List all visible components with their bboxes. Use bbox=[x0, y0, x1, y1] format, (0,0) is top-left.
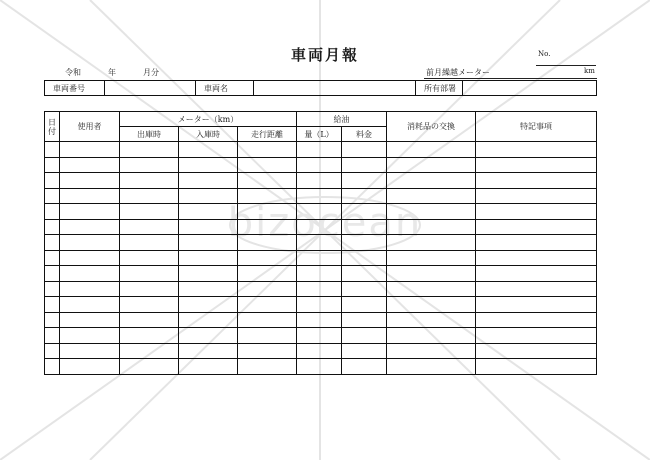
remarks-cell[interactable] bbox=[476, 328, 597, 344]
user-cell[interactable] bbox=[60, 281, 120, 297]
monthly-log-table bbox=[44, 111, 597, 375]
consumables-header: 消耗品の交換 bbox=[387, 112, 476, 142]
table-row bbox=[45, 359, 597, 375]
department-field[interactable] bbox=[463, 81, 597, 96]
user-cell[interactable] bbox=[60, 142, 120, 158]
remarks-header: 特記事項 bbox=[476, 112, 597, 142]
fuel-qty-cell[interactable] bbox=[297, 157, 342, 173]
meter-in-cell[interactable] bbox=[179, 281, 238, 297]
meter-out-cell[interactable] bbox=[120, 266, 179, 282]
previous-meter-label: 前月繰越メーター bbox=[426, 68, 490, 77]
consumables-cell[interactable] bbox=[387, 359, 476, 375]
previous-meter-unit: km bbox=[584, 67, 595, 75]
meter-out-cell[interactable] bbox=[120, 297, 179, 313]
meter-in-cell[interactable] bbox=[179, 204, 238, 220]
era-label: 令和 bbox=[65, 68, 81, 77]
fuel-cost-cell[interactable] bbox=[342, 204, 387, 220]
fuel-qty-cell[interactable] bbox=[297, 250, 342, 266]
day-header-bottom: 付 bbox=[48, 126, 56, 136]
meter-out-cell[interactable] bbox=[120, 359, 179, 375]
fuel-cost-cell[interactable] bbox=[342, 235, 387, 251]
fuel-header: 給油 bbox=[297, 112, 387, 127]
fuel-cost-cell[interactable] bbox=[342, 328, 387, 344]
consumables-cell[interactable] bbox=[387, 188, 476, 204]
table-row bbox=[45, 188, 597, 204]
table-row bbox=[45, 281, 597, 297]
meter-out-cell[interactable] bbox=[120, 142, 179, 158]
distance-cell[interactable] bbox=[238, 281, 297, 297]
remarks-cell[interactable] bbox=[476, 188, 597, 204]
meter-in-cell[interactable] bbox=[179, 219, 238, 235]
distance-header: 走行距離 bbox=[238, 127, 297, 142]
table-row bbox=[45, 328, 597, 344]
day-cell[interactable] bbox=[45, 297, 60, 313]
day-cell[interactable] bbox=[45, 359, 60, 375]
meter-out-cell[interactable] bbox=[120, 312, 179, 328]
day-cell[interactable] bbox=[45, 312, 60, 328]
day-cell[interactable] bbox=[45, 250, 60, 266]
meter-in-cell[interactable] bbox=[179, 250, 238, 266]
meter-in-cell[interactable] bbox=[179, 173, 238, 189]
consumables-cell[interactable] bbox=[387, 157, 476, 173]
fuel-qty-cell[interactable] bbox=[297, 188, 342, 204]
user-cell[interactable] bbox=[60, 343, 120, 359]
remarks-cell[interactable] bbox=[476, 157, 597, 173]
vehicle-name-label: 車両名 bbox=[196, 81, 254, 96]
consumables-cell[interactable] bbox=[387, 204, 476, 220]
consumables-cell[interactable] bbox=[387, 173, 476, 189]
user-header: 使用者 bbox=[60, 112, 120, 142]
remarks-cell[interactable] bbox=[476, 281, 597, 297]
consumables-cell[interactable] bbox=[387, 281, 476, 297]
fuel-cost-cell[interactable] bbox=[342, 188, 387, 204]
day-cell[interactable] bbox=[45, 204, 60, 220]
distance-cell[interactable] bbox=[238, 266, 297, 282]
fuel-cost-cell[interactable] bbox=[342, 359, 387, 375]
remarks-cell[interactable] bbox=[476, 204, 597, 220]
meter-in-cell[interactable] bbox=[179, 142, 238, 158]
distance-cell[interactable] bbox=[238, 328, 297, 344]
fuel-qty-cell[interactable] bbox=[297, 359, 342, 375]
day-cell[interactable] bbox=[45, 219, 60, 235]
day-cell[interactable] bbox=[45, 266, 60, 282]
meter-in-cell[interactable] bbox=[179, 359, 238, 375]
department-label: 所有部署 bbox=[416, 81, 463, 96]
day-cell[interactable] bbox=[45, 188, 60, 204]
remarks-cell[interactable] bbox=[476, 235, 597, 251]
fuel-cost-cell[interactable] bbox=[342, 250, 387, 266]
meter-header: メーター（km） bbox=[120, 112, 297, 127]
remarks-cell[interactable] bbox=[476, 142, 597, 158]
consumables-cell[interactable] bbox=[387, 219, 476, 235]
fuel-cost-cell[interactable] bbox=[342, 281, 387, 297]
fuel-qty-cell[interactable] bbox=[297, 266, 342, 282]
vehicle-name-field[interactable] bbox=[254, 81, 416, 96]
fuel-qty-cell[interactable] bbox=[297, 312, 342, 328]
table-row bbox=[45, 266, 597, 282]
fuel-qty-cell[interactable] bbox=[297, 328, 342, 344]
distance-cell[interactable] bbox=[238, 312, 297, 328]
user-cell[interactable] bbox=[60, 219, 120, 235]
day-cell[interactable] bbox=[45, 173, 60, 189]
consumables-cell[interactable] bbox=[387, 343, 476, 359]
day-cell[interactable] bbox=[45, 281, 60, 297]
distance-cell[interactable] bbox=[238, 142, 297, 158]
meter-in-cell[interactable] bbox=[179, 266, 238, 282]
meter-in-header: 入庫時 bbox=[179, 127, 238, 142]
consumables-cell[interactable] bbox=[387, 250, 476, 266]
meter-out-cell[interactable] bbox=[120, 328, 179, 344]
meter-in-cell[interactable] bbox=[179, 188, 238, 204]
table-row bbox=[45, 235, 597, 251]
day-header bbox=[45, 112, 60, 142]
distance-cell[interactable] bbox=[238, 204, 297, 220]
consumables-cell[interactable] bbox=[387, 328, 476, 344]
meter-in-cell[interactable] bbox=[179, 157, 238, 173]
consumables-cell[interactable] bbox=[387, 312, 476, 328]
consumables-cell[interactable] bbox=[387, 235, 476, 251]
user-cell[interactable] bbox=[60, 312, 120, 328]
remarks-cell[interactable] bbox=[476, 219, 597, 235]
watermark-text: bizocean bbox=[227, 200, 423, 246]
meter-out-cell[interactable] bbox=[120, 188, 179, 204]
table-row bbox=[45, 204, 597, 220]
user-cell[interactable] bbox=[60, 359, 120, 375]
day-cell[interactable] bbox=[45, 328, 60, 344]
meter-out-cell[interactable] bbox=[120, 250, 179, 266]
meter-out-cell[interactable] bbox=[120, 235, 179, 251]
meter-in-cell[interactable] bbox=[179, 235, 238, 251]
distance-cell[interactable] bbox=[238, 188, 297, 204]
fuel-cost-cell[interactable] bbox=[342, 142, 387, 158]
vehicle-info-table bbox=[44, 80, 597, 96]
user-cell[interactable] bbox=[60, 157, 120, 173]
year-label: 年 bbox=[108, 68, 116, 77]
fuel-cost-cell[interactable] bbox=[342, 219, 387, 235]
meter-out-cell[interactable] bbox=[120, 157, 179, 173]
vehicle-number-field[interactable] bbox=[105, 81, 196, 96]
user-cell[interactable] bbox=[60, 250, 120, 266]
distance-cell[interactable] bbox=[238, 157, 297, 173]
user-cell[interactable] bbox=[60, 235, 120, 251]
consumables-cell[interactable] bbox=[387, 266, 476, 282]
fuel-qty-cell[interactable] bbox=[297, 204, 342, 220]
remarks-cell[interactable] bbox=[476, 250, 597, 266]
table-row bbox=[45, 157, 597, 173]
remarks-cell[interactable] bbox=[476, 312, 597, 328]
meter-out-cell[interactable] bbox=[120, 219, 179, 235]
user-cell[interactable] bbox=[60, 188, 120, 204]
vehicle-number-label: 車両番号 bbox=[45, 81, 105, 96]
number-field-line bbox=[536, 65, 596, 66]
distance-cell[interactable] bbox=[238, 219, 297, 235]
day-cell[interactable] bbox=[45, 142, 60, 158]
remarks-cell[interactable] bbox=[476, 266, 597, 282]
table-row bbox=[45, 343, 597, 359]
meter-out-header: 出庫時 bbox=[120, 127, 179, 142]
meter-out-cell[interactable] bbox=[120, 281, 179, 297]
distance-cell[interactable] bbox=[238, 343, 297, 359]
fuel-cost-cell[interactable] bbox=[342, 297, 387, 313]
table-row bbox=[45, 297, 597, 313]
distance-cell[interactable] bbox=[238, 359, 297, 375]
page-title: 車両月報 bbox=[290, 46, 359, 64]
fuel-cost-cell[interactable] bbox=[342, 312, 387, 328]
fuel-qty-cell[interactable] bbox=[297, 281, 342, 297]
day-cell[interactable] bbox=[45, 235, 60, 251]
day-cell[interactable] bbox=[45, 343, 60, 359]
fuel-qty-cell[interactable] bbox=[297, 219, 342, 235]
meter-in-cell[interactable] bbox=[179, 312, 238, 328]
number-label: No. bbox=[538, 50, 551, 58]
month-label: 月分 bbox=[143, 68, 159, 77]
fuel-cost-cell[interactable] bbox=[342, 157, 387, 173]
fuel-qty-cell[interactable] bbox=[297, 173, 342, 189]
fuel-qty-header: 量（L） bbox=[297, 127, 342, 142]
user-cell[interactable] bbox=[60, 266, 120, 282]
fuel-cost-header: 料金 bbox=[342, 127, 387, 142]
user-cell[interactable] bbox=[60, 173, 120, 189]
meter-out-cell[interactable] bbox=[120, 343, 179, 359]
fuel-cost-cell[interactable] bbox=[342, 343, 387, 359]
user-cell[interactable] bbox=[60, 297, 120, 313]
fuel-qty-cell[interactable] bbox=[297, 343, 342, 359]
remarks-cell[interactable] bbox=[476, 343, 597, 359]
user-cell[interactable] bbox=[60, 204, 120, 220]
day-header-top: 日 bbox=[48, 117, 56, 127]
distance-cell[interactable] bbox=[238, 235, 297, 251]
consumables-cell[interactable] bbox=[387, 297, 476, 313]
table-row bbox=[45, 219, 597, 235]
user-cell[interactable] bbox=[60, 328, 120, 344]
fuel-qty-cell[interactable] bbox=[297, 235, 342, 251]
meter-in-cell[interactable] bbox=[179, 328, 238, 344]
fuel-cost-cell[interactable] bbox=[342, 173, 387, 189]
table-row bbox=[45, 142, 597, 158]
remarks-cell[interactable] bbox=[476, 173, 597, 189]
previous-meter-line bbox=[424, 78, 597, 79]
fuel-cost-cell[interactable] bbox=[342, 266, 387, 282]
meter-in-cell[interactable] bbox=[179, 343, 238, 359]
day-cell[interactable] bbox=[45, 157, 60, 173]
remarks-cell[interactable] bbox=[476, 297, 597, 313]
table-row bbox=[45, 173, 597, 189]
fuel-qty-cell[interactable] bbox=[297, 297, 342, 313]
distance-cell[interactable] bbox=[238, 250, 297, 266]
distance-cell[interactable] bbox=[238, 173, 297, 189]
meter-out-cell[interactable] bbox=[120, 204, 179, 220]
meter-out-cell[interactable] bbox=[120, 173, 179, 189]
consumables-cell[interactable] bbox=[387, 142, 476, 158]
table-row bbox=[45, 312, 597, 328]
table-row bbox=[45, 250, 597, 266]
meter-in-cell[interactable] bbox=[179, 297, 238, 313]
remarks-cell[interactable] bbox=[476, 359, 597, 375]
fuel-qty-cell[interactable] bbox=[297, 142, 342, 158]
distance-cell[interactable] bbox=[238, 297, 297, 313]
